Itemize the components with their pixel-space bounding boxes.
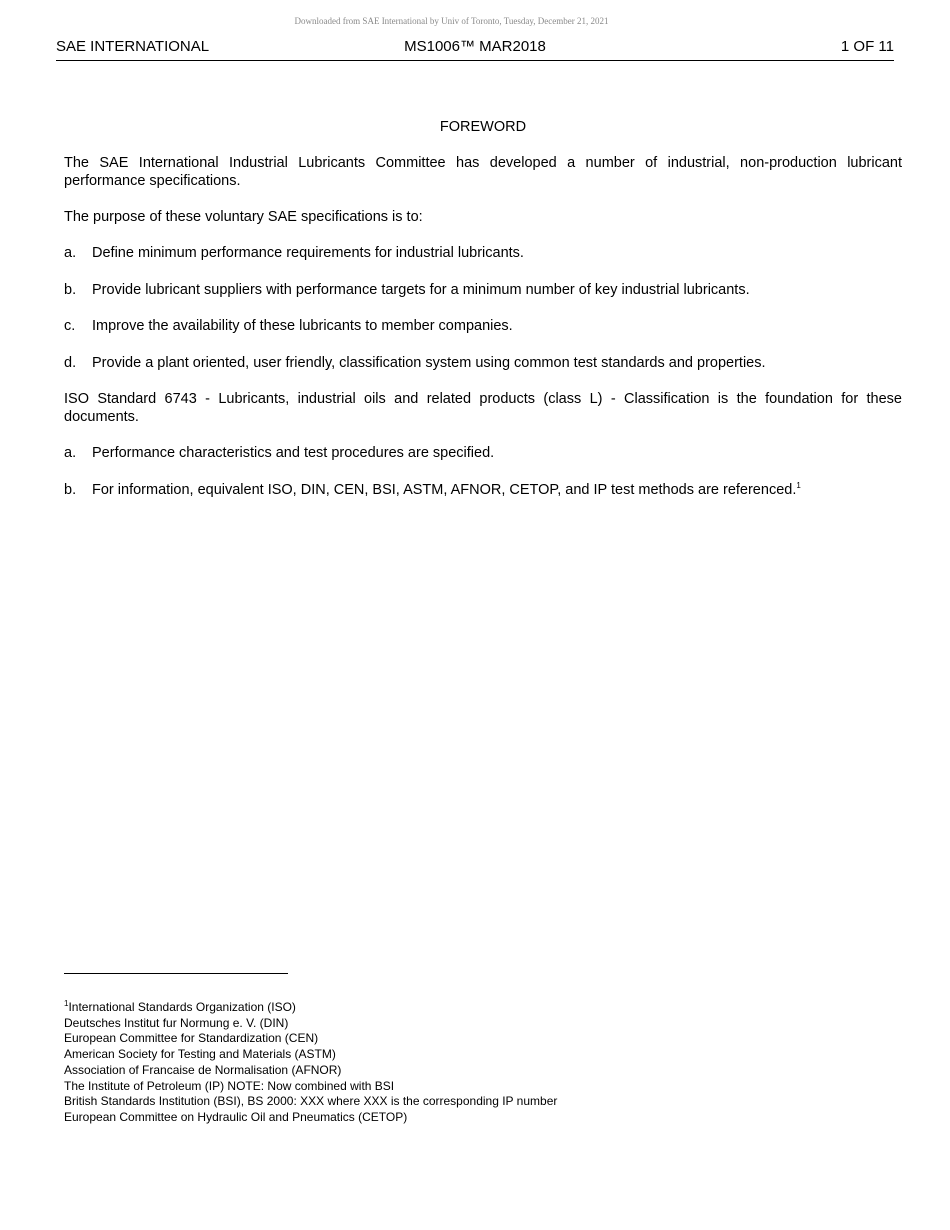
list-item-label: b. (64, 281, 77, 298)
list-item-text: Improve the availability of these lubricants to member companies. (92, 318, 513, 334)
list-item (64, 444, 902, 462)
footnote-divider (64, 973, 288, 974)
footnote-line: British Standards Institution (BSI), BS 2000: XXX where XXX is the corresponding IP number (64, 1094, 558, 1109)
list-item-text: Provide a plant oriented, user friendly, classification system using common test standards and properties. (92, 354, 766, 371)
footnote-line: European Committee for Standardization (CEN) (64, 1031, 319, 1046)
list-item (64, 281, 902, 299)
footnote-line: American Society for Testing and Materials (ASTM) (64, 1047, 336, 1062)
header-publisher: SAE INTERNATIONAL (56, 38, 210, 55)
list-item (64, 317, 902, 335)
footnote-line: European Committee on Hydraulic Oil and Pneumatics (CETOP) (64, 1109, 408, 1124)
header-page-number: 1 OF 11 (840, 38, 894, 55)
paragraph-purpose: The purpose of these voluntary SAE specifications is to: (64, 209, 423, 225)
footnote-line (64, 1000, 557, 1016)
list-item-label: a. (64, 445, 77, 461)
list-item (64, 354, 902, 372)
footnote-text: International Standards Organization (ISO) (68, 1000, 296, 1014)
list-item (64, 481, 902, 499)
list-item-text: For information, equivalent ISO, DIN, CEN, BSI, ASTM, AFNOR, CETOP, and IP test methods are referenced. (92, 481, 797, 498)
list-item-label: a. (64, 245, 77, 261)
footnote-line: Association of Francaise de Normalisation (AFNOR) (64, 1062, 342, 1077)
list-item (64, 244, 902, 262)
list-item-label: d. (64, 354, 77, 371)
list-item-label: c. (64, 318, 76, 334)
footnote-line: Deutsches Institut fur Normung e. V. (DIN) (64, 1015, 289, 1030)
page-header (56, 38, 894, 61)
header-document-number: MS1006™ MAR2018 (404, 38, 546, 55)
list-item-label: b. (64, 481, 77, 498)
section-title: FOREWORD (439, 119, 527, 135)
purpose-list (64, 244, 902, 372)
footnote-line: The Institute of Petroleum (IP) NOTE: Now combined with BSI (64, 1078, 395, 1093)
iso-list (64, 444, 902, 499)
document-body (64, 118, 902, 517)
footnotes (64, 1000, 557, 1126)
paragraph-iso-standard: ISO Standard 6743 - Lubricants, industrial oils and related products (class L) - Classification is the foundation for these documents. (64, 391, 902, 425)
footnote-reference[interactable]: 1 (796, 480, 801, 490)
list-item-text: Define minimum performance requirements for industrial lubricants. (92, 245, 524, 261)
paragraph-intro: The SAE International Industrial Lubricants Committee has developed a number of industrial, non-production lubricant performance specifications. (64, 155, 902, 189)
list-item-text: Performance characteristics and test procedures are specified. (92, 445, 495, 461)
download-watermark: Downloaded from SAE International by Univ of Toronto, Tuesday, December 21, 2021 (294, 16, 609, 26)
footnote-marker: 1 (64, 999, 69, 1008)
list-item-text: Provide lubricant suppliers with performance targets for a minimum number of key industrial lubricants. (92, 281, 750, 298)
